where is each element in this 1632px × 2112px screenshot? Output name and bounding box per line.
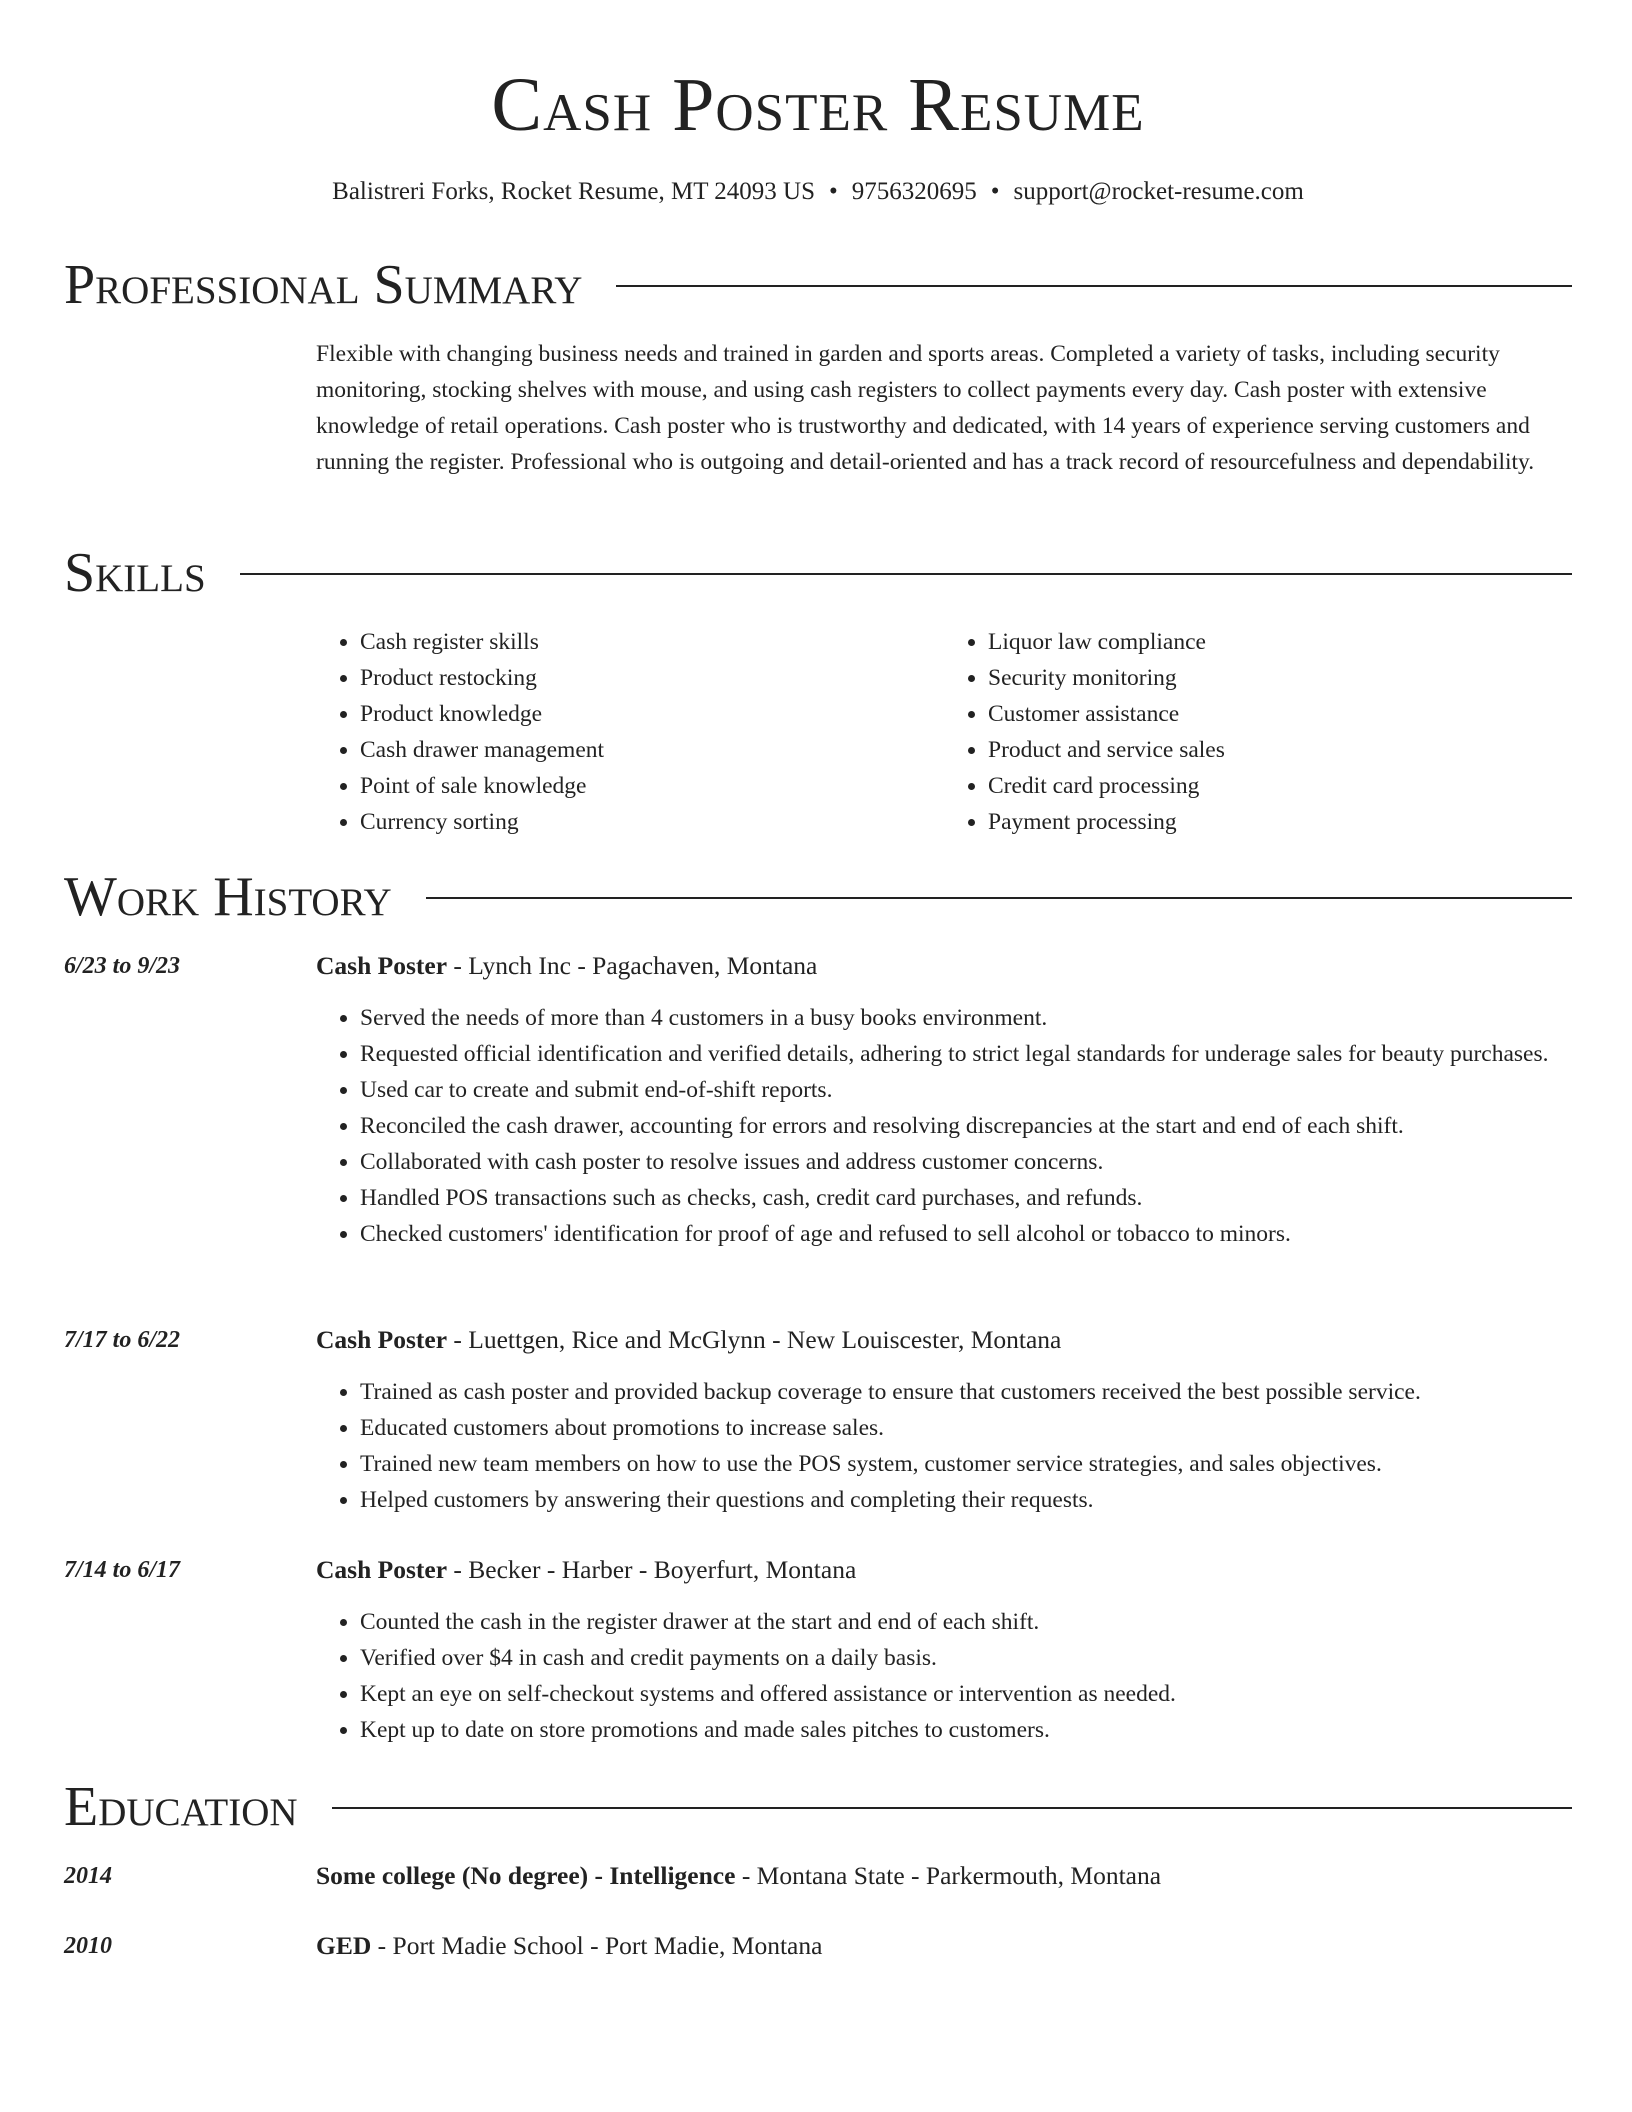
summary-section-header	[64, 252, 1572, 318]
job-entry	[316, 948, 1572, 1252]
skills-list-right	[944, 624, 1572, 840]
job-bullet: • Kept an eye on self-checkout systems and offered assistance or intervention as needed.	[360, 1676, 1572, 1712]
skill-item: • Customer assistance	[988, 696, 1572, 732]
job-bullet: • Checked customers' identification for proof of age and refused to sell alcohol or tobacco to minors.	[360, 1216, 1572, 1252]
section-divider	[332, 1807, 1572, 1809]
contact-line	[64, 174, 1572, 210]
skill-item: • Payment processing	[988, 804, 1572, 840]
job-bullet: • Counted the cash in the register drawer at the start and end of each shift.	[360, 1604, 1572, 1640]
job-heading	[316, 1322, 1572, 1358]
skills-grid	[316, 624, 1572, 840]
education-section-header	[64, 1774, 1572, 1840]
summary-body	[316, 336, 1572, 480]
job-bullet: • Handled POS transactions such as checks, cash, credit card purchases, and refunds.	[360, 1180, 1572, 1216]
skill-item: • Cash register skills	[360, 624, 944, 660]
education-details: - Montana State - Parkermouth, Montana	[735, 1861, 1162, 1890]
section-divider	[426, 897, 1572, 899]
job-entry	[316, 1552, 1572, 1748]
skill-item: • Product knowledge	[360, 696, 944, 732]
skill-item: • Cash drawer management	[360, 732, 944, 768]
job-dates: 7/14 to 6/17	[64, 1557, 181, 1583]
education-degree: GED	[316, 1931, 372, 1960]
education-details: - Port Madie School - Port Madie, Montana	[371, 1931, 823, 1960]
job-bullets	[316, 1000, 1572, 1252]
skill-item: • Credit card processing	[988, 768, 1572, 804]
contact-address: Balistreri Forks, Rocket Resume, MT 24093 US	[332, 178, 816, 205]
skill-item: • Point of sale knowledge	[360, 768, 944, 804]
job-role: Cash Poster	[316, 1555, 448, 1584]
education-degree: Some college (No degree) - Intelligence	[316, 1861, 736, 1890]
job-heading	[316, 1552, 1572, 1588]
education-heading-line	[316, 1858, 1572, 1894]
skill-item: • Product restocking	[360, 660, 944, 696]
job-bullet: • Reconciled the cash drawer, accounting for errors and resolving discrepancies at the start and end of each shift.	[360, 1108, 1572, 1144]
skill-item: • Currency sorting	[360, 804, 944, 840]
job-bullet: • Trained new team members on how to use the POS system, customer service strategies, and sales objectives.	[360, 1446, 1572, 1482]
job-bullet: • Verified over $4 in cash and credit payments on a daily basis.	[360, 1640, 1572, 1676]
education-year: 2010	[64, 1933, 112, 1959]
skill-item: • Product and service sales	[988, 732, 1572, 768]
education-entry	[316, 1858, 1572, 1894]
job-bullets	[316, 1374, 1572, 1518]
skill-item: • Security monitoring	[988, 660, 1572, 696]
section-divider	[240, 573, 1572, 575]
job-bullet: • Trained as cash poster and provided backup coverage to ensure that customers received the best possible service.	[360, 1374, 1572, 1410]
job-bullet: • Educated customers about promotions to increase sales.	[360, 1410, 1572, 1446]
job-entry	[316, 1322, 1572, 1518]
skill-item: • Liquor law compliance	[988, 624, 1572, 660]
job-dates: 7/17 to 6/22	[64, 1327, 181, 1353]
education-year: 2014	[64, 1863, 112, 1889]
job-bullet: • Helped customers by answering their questions and completing their requests.	[360, 1482, 1572, 1518]
section-divider	[616, 285, 1572, 287]
job-bullet: • Kept up to date on store promotions and made sales pitches to customers.	[360, 1712, 1572, 1748]
skills-heading: Skills	[64, 542, 206, 604]
work-heading: Work History	[64, 866, 392, 928]
education-entry	[316, 1928, 1572, 1964]
contact-phone: 9756320695	[851, 178, 977, 205]
job-bullet: • Requested official identification and verified details, adhering to strict legal standards for underage sales for beauty purchases.	[360, 1036, 1572, 1072]
resume-title: Cash Poster Resume	[491, 63, 1145, 147]
job-role: Cash Poster	[316, 951, 448, 980]
job-heading	[316, 948, 1572, 984]
job-dates: 6/23 to 9/23	[64, 953, 181, 979]
work-section-header	[64, 864, 1572, 930]
education-heading: Education	[64, 1776, 298, 1838]
summary-heading: Professional Summary	[64, 254, 583, 316]
job-details: - Lynch Inc - Pagachaven, Montana	[447, 951, 818, 980]
summary-text: Flexible with changing business needs and trained in garden and sports areas. Completed a variety of tasks, including security monitoring, stocking shelves with mouse, and using cash registers to collect payments every day. Cash poster with extensive knowledge of retail operations. Cash poster who is trustworthy and dedicated, with 14 years of experience serving customers and running the register. Professional who is outgoing and detail-oriented and has a track record of resourcefulness and dependability.	[316, 341, 1535, 475]
job-bullet: • Collaborated with cash poster to resolve issues and address customer concerns.	[360, 1144, 1572, 1180]
job-details: - Becker - Harber - Boyerfurt, Montana	[447, 1555, 857, 1584]
education-heading-line	[316, 1928, 1572, 1964]
contact-separator: •	[990, 178, 1000, 205]
skills-list-left	[316, 624, 944, 840]
job-bullet: • Served the needs of more than 4 customers in a busy books environment.	[360, 1000, 1572, 1036]
skills-section-header	[64, 540, 1572, 606]
job-role: Cash Poster	[316, 1325, 448, 1354]
job-bullets	[316, 1604, 1572, 1748]
job-details: - Luettgen, Rice and McGlynn - New Louiscester, Montana	[447, 1325, 1062, 1354]
contact-email: support@rocket-resume.com	[1013, 178, 1304, 205]
job-bullet: • Used car to create and submit end-of-shift reports.	[360, 1072, 1572, 1108]
skills-body	[316, 624, 1572, 840]
contact-separator: •	[829, 178, 838, 205]
